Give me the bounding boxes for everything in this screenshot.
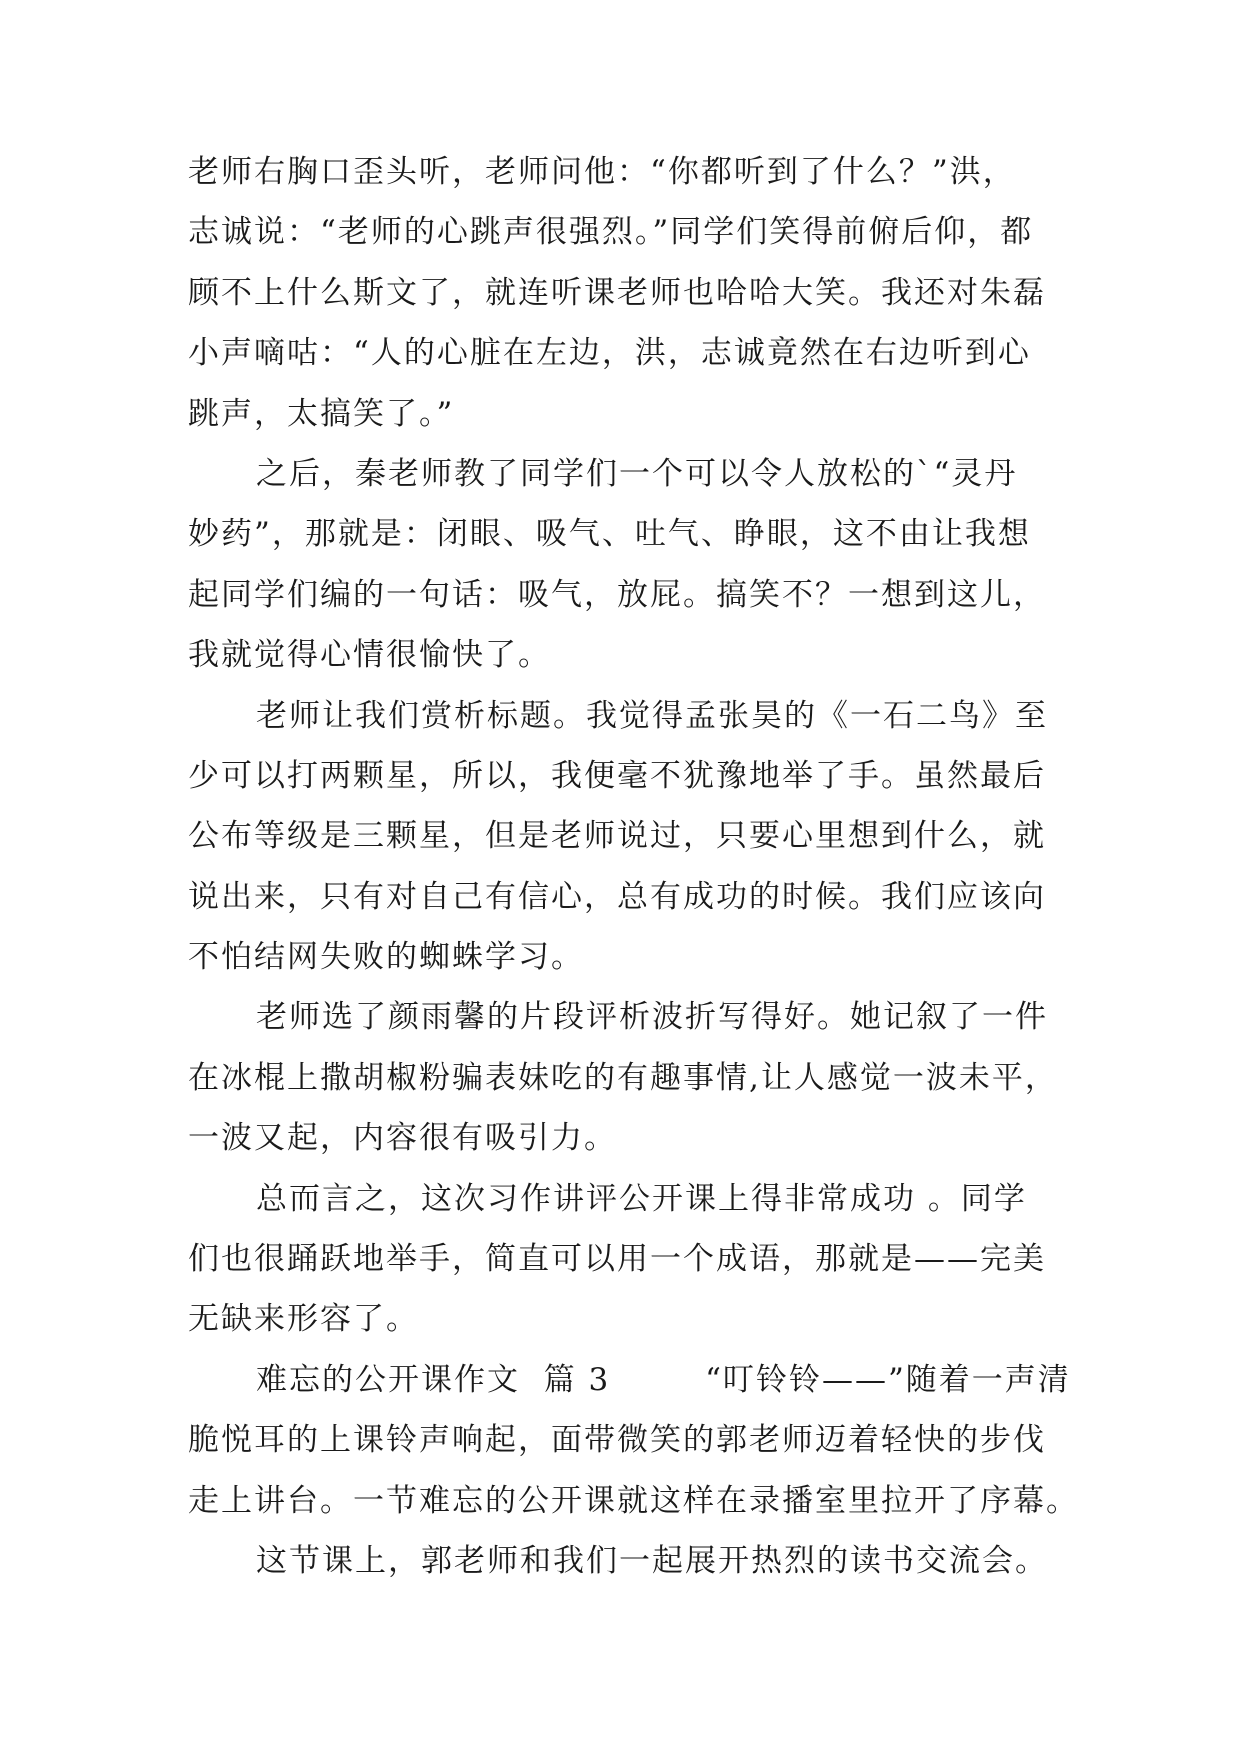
paragraph-first-line: 这节课上，郭老师和我们一起展开热烈的读书交流会。 (256, 1542, 1048, 1579)
paragraph-first-line: 总而言之，这次习作讲评公开课上得非常成功 。同学 (256, 1180, 1027, 1217)
text-line: 走上讲台。一节难忘的公开课就这样在录播室里拉开了序幕。 (188, 1482, 1079, 1519)
text-line: 志诚说：“老师的心跳声很强烈。”同学们笑得前俯后仰，都 (188, 214, 1034, 251)
text-line: 起同学们编的一句话：吸气，放屁。搞笑不？一想到这儿， (188, 576, 1046, 613)
text-line: 们也很踊跃地举手，简直可以用一个成语，那就是——完美 (188, 1241, 1046, 1278)
paragraph-first-line: 之后，秦老师教了同学们一个可以令人放松的`“灵丹 (256, 455, 1018, 492)
text-line: 不怕结网失败的蜘蛛学习。 (188, 939, 584, 976)
text-line: 妙药”，那就是：闭眼、吸气、吐气、睁眼，这不由让我想 (188, 516, 1031, 553)
paragraph-first-line: 老师选了颜雨馨的片段评析波折写得好。她记叙了一件 (256, 999, 1048, 1036)
document-body (188, 142, 1079, 1591)
text-line: 老师右胸口歪头听，老师问他：“你都听到了什么？”洪， (188, 154, 1016, 190)
text-line: 脆悦耳的上课铃声响起，面带微笑的郭老师迈着轻快的步伐 (188, 1422, 1046, 1459)
text-line: 说出来，只有对自己有信心，总有成功的时候。我们应该向 (188, 878, 1046, 915)
text-line: 我就觉得心情很愉快了。 (188, 637, 551, 674)
text-line: 顾不上什么斯文了，就连听课老师也哈哈大笑。我还对朱磊 (188, 274, 1046, 311)
paragraph-first-line: 老师让我们赏析标题。我觉得孟张昊的《一石二鸟》至 (256, 697, 1048, 734)
text-line: 少可以打两颗星，所以，我便毫不犹豫地举了手。虽然最后 (188, 757, 1046, 794)
text-line: 在冰棍上撒胡椒粉骗表妹吃的有趣事情,让人感觉一波未平， (188, 1059, 1058, 1096)
text-line: 无缺来形容了。 (188, 1301, 419, 1338)
text-line: 跳声，太搞笑了。” (188, 395, 455, 432)
text-line: 一波又起，内容很有吸引力。 (188, 1120, 617, 1157)
text-line: 公布等级是三颗星，但是老师说过，只要心里想到什么，就 (188, 818, 1046, 855)
section-heading-line: 难忘的公开课作文 篇 3 “叮铃铃——”随着一声清 (256, 1361, 1071, 1398)
text-line: 小声嘀咕：“人的心脏在左边，洪，志诚竟然在右边听到心 (188, 335, 1031, 372)
